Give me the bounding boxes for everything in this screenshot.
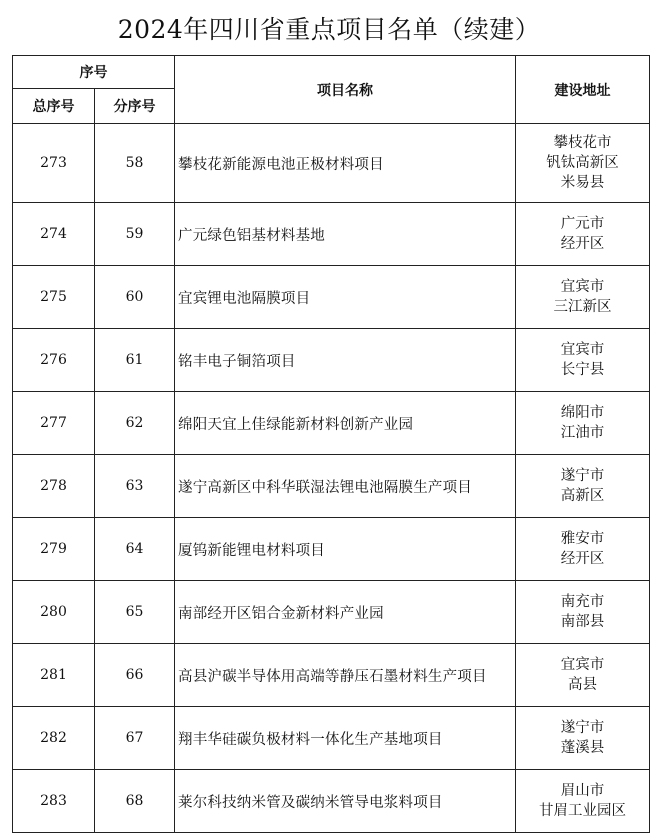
location-line: 南部县 (560, 614, 605, 630)
sub-seq-cell: 59 (95, 203, 175, 266)
page-title: 2024年四川省重点项目名单（续建） (117, 15, 541, 44)
location-line: 钒钛高新区 (546, 155, 619, 171)
table-row (13, 644, 650, 707)
table-row (13, 518, 650, 581)
project-name-cell: 高县沪碳半导体用高端等静压石墨材料生产项目 (175, 644, 516, 707)
total-seq-cell: 273 (13, 124, 95, 203)
location-line: 经开区 (560, 236, 605, 252)
location-cell (516, 644, 650, 707)
sub-seq-cell: 66 (95, 644, 175, 707)
project-name-cell: 铭丰电子铜箔项目 (175, 329, 516, 392)
header-seq: 序号 (13, 56, 175, 89)
location-cell (516, 203, 650, 266)
header-name: 项目名称 (175, 56, 516, 124)
sub-seq-cell: 61 (95, 329, 175, 392)
location-line: 遂宁市 (560, 468, 605, 484)
project-name-cell: 南部经开区铝合金新材料产业园 (175, 581, 516, 644)
sub-seq-cell: 65 (95, 581, 175, 644)
project-name-cell: 攀枝花新能源电池正极材料项目 (175, 124, 516, 203)
location-cell (516, 770, 650, 833)
project-name-cell: 莱尔科技纳米管及碳纳米管导电浆料项目 (175, 770, 516, 833)
location-cell (516, 392, 650, 455)
total-seq-cell: 281 (13, 644, 95, 707)
table-row (13, 266, 650, 329)
header-location: 建设地址 (516, 56, 650, 124)
location-line: 遂宁市 (560, 720, 605, 736)
sub-seq-cell: 67 (95, 707, 175, 770)
location-line: 眉山市 (560, 783, 605, 799)
project-name-cell: 翔丰华硅碳负极材料一体化生产基地项目 (175, 707, 516, 770)
total-seq-cell: 278 (13, 455, 95, 518)
location-cell (516, 581, 650, 644)
project-name-cell: 厦钨新能锂电材料项目 (175, 518, 516, 581)
location-line: 长宁县 (560, 362, 605, 378)
location-cell (516, 518, 650, 581)
location-line: 南充市 (560, 594, 605, 610)
table-row (13, 455, 650, 518)
total-seq-cell: 283 (13, 770, 95, 833)
project-name-cell: 遂宁高新区中科华联湿法锂电池隔膜生产项目 (175, 455, 516, 518)
location-cell (516, 329, 650, 392)
total-seq-cell: 280 (13, 581, 95, 644)
table-row (13, 707, 650, 770)
header-sub-seq: 分序号 (95, 89, 175, 124)
total-seq-cell: 282 (13, 707, 95, 770)
location-cell (516, 707, 650, 770)
sub-seq-cell: 64 (95, 518, 175, 581)
location-line: 宜宾市 (560, 342, 605, 358)
total-seq-cell: 277 (13, 392, 95, 455)
header-total-seq: 总序号 (13, 89, 95, 124)
project-name-cell: 宜宾锂电池隔膜项目 (175, 266, 516, 329)
location-line: 经开区 (560, 551, 605, 567)
location-line: 广元市 (560, 216, 605, 232)
location-line: 宜宾市 (560, 657, 605, 673)
sub-seq-cell: 63 (95, 455, 175, 518)
location-line: 攀枝花市 (553, 135, 612, 151)
table-row (13, 392, 650, 455)
location-cell (516, 124, 650, 203)
total-seq-cell: 279 (13, 518, 95, 581)
table-row (13, 581, 650, 644)
location-cell (516, 266, 650, 329)
sub-seq-cell: 62 (95, 392, 175, 455)
location-line: 高新区 (560, 488, 605, 504)
project-table (12, 55, 650, 833)
total-seq-cell: 274 (13, 203, 95, 266)
sub-seq-cell: 60 (95, 266, 175, 329)
sub-seq-cell: 58 (95, 124, 175, 203)
location-line: 米易县 (560, 175, 605, 191)
total-seq-cell: 276 (13, 329, 95, 392)
table-row (13, 124, 650, 203)
project-name-cell: 绵阳天宜上佳绿能新材料创新产业园 (175, 392, 516, 455)
location-line: 绵阳市 (560, 405, 605, 421)
sub-seq-cell: 68 (95, 770, 175, 833)
location-cell (516, 455, 650, 518)
location-line: 雅安市 (560, 531, 605, 547)
location-line: 江油市 (560, 425, 605, 441)
location-line: 宜宾市 (560, 279, 605, 295)
location-line: 三江新区 (553, 299, 612, 315)
location-line: 甘眉工业园区 (539, 803, 626, 819)
table-row (13, 203, 650, 266)
total-seq-cell: 275 (13, 266, 95, 329)
project-name-cell: 广元绿色铝基材料基地 (175, 203, 516, 266)
location-line: 高县 (568, 677, 597, 693)
table-row (13, 770, 650, 833)
location-line: 蓬溪县 (560, 740, 605, 756)
table-row (13, 329, 650, 392)
